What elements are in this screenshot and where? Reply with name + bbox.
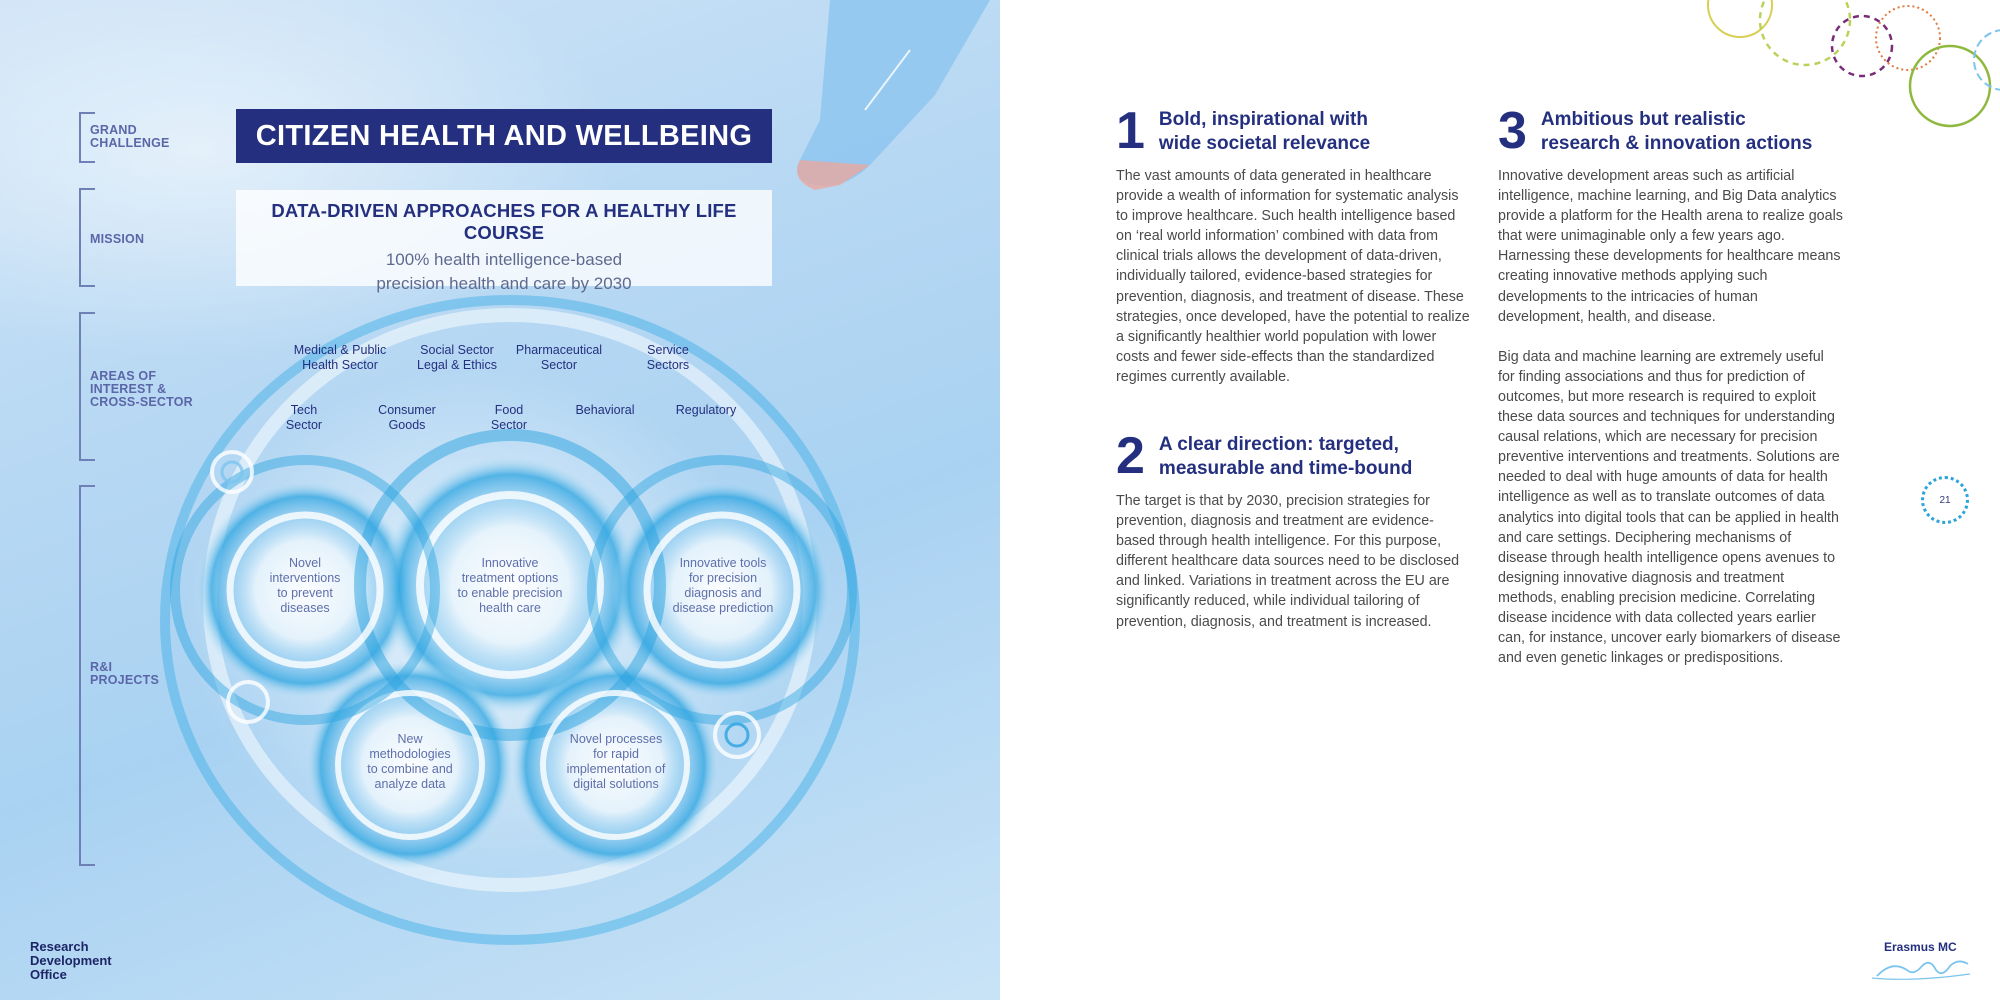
ladder-bracket-projects xyxy=(79,485,81,865)
section-title: Ambitious but realistic research & innovation actions xyxy=(1540,109,1813,154)
ladder-tick xyxy=(79,485,95,487)
ladder-bracket-grand-challenge xyxy=(79,112,81,162)
area-label: Tech Sector xyxy=(285,403,323,432)
erasmus-mc-logo-text: Erasmus MC xyxy=(1884,940,1957,954)
section-1 xyxy=(1116,102,1471,407)
section-body xyxy=(1498,166,1843,668)
grand-challenge-title-banner xyxy=(236,109,772,163)
ladder-tick xyxy=(79,312,95,314)
paragraph: The vast amounts of data generated in healthcare provide a wealth of information for systematic analysis to improve healthcare. Such health intelligence based on ‘real world information’ combined with data from clinical trials allows the development of data-driven, individually tailored, evidence-based strategies for prevention, diagnosis, and treatment of disease. These strategies, once developed, have the potential to realize a significantly healthier world population with lower costs and fewer side-effects than the standardized regimes currently available. xyxy=(1116,168,1470,385)
ladder-bracket-areas xyxy=(79,312,81,460)
section-number: 1 xyxy=(1116,102,1145,160)
area-label: Service Sectors xyxy=(646,343,690,372)
mission-title: DATA-DRIVEN APPROACHES FOR A HEALTHY LIFE COURSE xyxy=(271,200,737,243)
mission-box xyxy=(236,190,772,293)
ladder-label-projects: R&I PROJECTS xyxy=(90,660,159,687)
erasmus-mc-logo-icon xyxy=(1872,952,1972,982)
paragraph: Innovative development areas such as artificial intelligence, machine learning, and Big Data analytics provide a platform for the Health arena to realize goals that were unimaginable only a few years ago. Harnessing these developments for healthcare means creating innovative methods applying such developments to the intricacies of human development, health, and disease. xyxy=(1498,168,1843,325)
area-label: Medical & Public Health Sector xyxy=(293,343,387,372)
area-label: Regulatory xyxy=(675,403,737,417)
ladder-tick xyxy=(79,459,95,461)
project-bubble-label: Novel interventions to prevent diseases xyxy=(269,556,341,615)
project-bubble-label: Novel processes for rapid implementation of digital solutions xyxy=(566,732,666,791)
area-label: Behavioral xyxy=(575,403,635,417)
project-bubble-label: Innovative tools for precision diagnosis and disease prediction xyxy=(672,556,774,615)
section-2 xyxy=(1116,427,1471,652)
area-label: Social Sector Legal & Ethics xyxy=(417,343,497,372)
paragraph: The target is that by 2030, precision strategies for prevention, diagnosis and treatment are evidence-based through health intelligence. For this purpose, different healthcare data sources need to be disclosed and linked. Variations in treatment across the EU are significantly reduced, while individual tailoring of prevention, diagnosis, and treatment is increased. xyxy=(1116,493,1460,630)
ladder-label-grand-challenge: GRAND CHALLENGE xyxy=(90,123,170,150)
page-title: CITIZEN HEALTH AND WELLBEING xyxy=(255,119,753,152)
ladder-tick xyxy=(79,112,95,114)
area-label: Pharmaceutical Sector xyxy=(515,343,603,372)
section-number: 3 xyxy=(1498,102,1527,160)
area-label: Food Sector xyxy=(490,403,528,432)
section-title: Bold, inspirational with wide societal relevance xyxy=(1158,109,1371,154)
ladder-tick xyxy=(79,864,95,866)
ladder-label-areas: AREAS OF INTEREST & CROSS-SECTOR xyxy=(90,369,193,409)
section-body xyxy=(1116,491,1471,632)
section-number: 2 xyxy=(1116,427,1145,485)
ladder-tick xyxy=(79,161,95,163)
ladder-bracket-mission xyxy=(79,188,81,286)
project-bubble-label: Innovative treatment options to enable precision health care xyxy=(457,556,563,615)
ladder-label-mission: MISSION xyxy=(90,232,145,246)
section-body xyxy=(1116,166,1471,387)
section-3 xyxy=(1498,102,1843,688)
ladder-tick xyxy=(79,285,95,287)
footer-office-label: Research Development Office xyxy=(30,939,112,982)
area-label: Consumer Goods xyxy=(378,403,436,432)
paragraph: Big data and machine learning are extremely useful for finding associations and thus for prediction of outcomes, but more research is required to exploit these data sources and techniques for understanding causal relations, which are necessary for precision preventive interventions and treatments. Solutions are needed to deal with huge amounts of data for health intelligence as well as to translate outcomes of data analytics into digital tools that can be applied in health and care settings. Deciphering mechanisms of disease through health intelligence opens avenues to designing innovative diagnosis and treatment methods, enabling precision medicine. Correlating disease incidence with data collected years earlier can, for instance, uncover early biomarkers of disease and even genetic linkages or predispositions. xyxy=(1498,348,1841,667)
section-title: A clear direction: targeted, measurable and time-bound xyxy=(1158,434,1413,479)
page-number: 21 xyxy=(1921,476,1969,524)
project-bubble-label: New methodologies to combine and analyze data xyxy=(367,732,453,791)
mission-subtitle: 100% health intelligence-based precision health and care by 2030 xyxy=(376,250,632,293)
ladder-tick xyxy=(79,188,95,190)
